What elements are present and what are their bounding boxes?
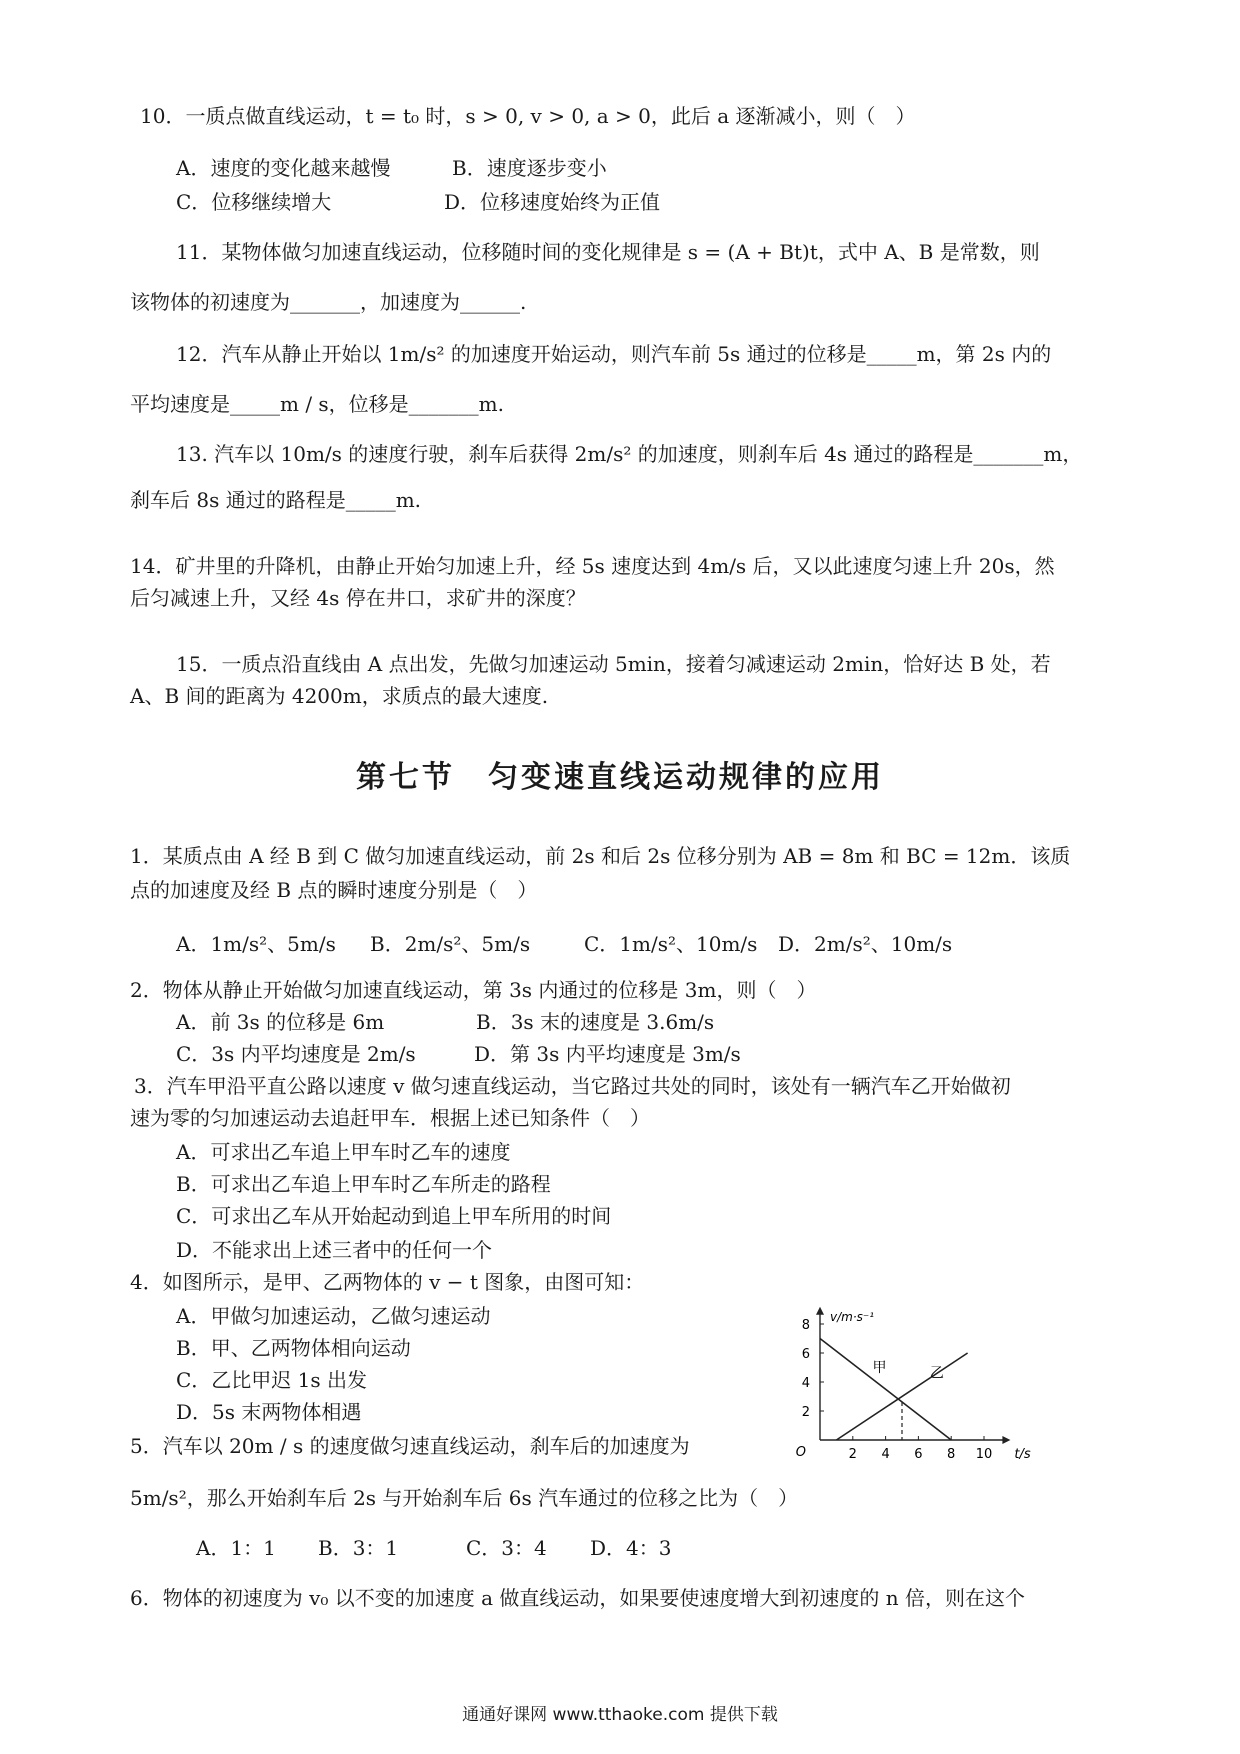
q11-line1: 11．某物体做匀加速直线运动，位移随时间的变化规律是 s = (A + Bt)t，式中 A、B 是常数，则 [176, 240, 1040, 264]
y-axis-label: v/m·s⁻¹ [830, 1309, 875, 1324]
page-footer: 通通好课网 www.tthaoke.com 提供下载 [462, 1705, 778, 1725]
y-tick-label: 2 [801, 1405, 810, 1420]
x-tick-label: 8 [947, 1447, 956, 1462]
s4-option-d: D．5s 末两物体相遇 [176, 1400, 362, 1424]
s2-option-d: D．第 3s 内平均速度是 3m/s [474, 1042, 741, 1066]
s5-option-c: C．3：4 [466, 1536, 547, 1560]
q13-line2: 刹车后 8s 通过的路程是_____m. [130, 488, 422, 512]
series-label-yi: 乙 [929, 1365, 944, 1382]
s1-option-c: C．1m/s²、10m/s [584, 932, 758, 956]
q10-option-c: C．位移继续增大 [176, 190, 332, 214]
s4-option-c: C．乙比甲迟 1s 出发 [176, 1368, 368, 1392]
s5-line1: 5．汽车以 20m / s 的速度做匀速直线运动，刹车后的加速度为 [130, 1434, 690, 1458]
q11-line2: 该物体的初速度为_______，加速度为______. [130, 290, 527, 314]
s2-option-b: B．3s 末的速度是 3.6m/s [476, 1010, 715, 1034]
s4-stem: 4．如图所示，是甲、乙两物体的 v − t 图象，由图可知： [130, 1270, 645, 1294]
q10-option-a: A．速度的变化越来越慢 [176, 156, 391, 180]
x-axis-label: t/s [1014, 1447, 1031, 1462]
q15-line2: A、B 间的距离为 4200m，求质点的最大速度. [130, 684, 549, 708]
vt-chart [780, 1290, 1080, 1470]
s3-option-d: D．不能求出上述三者中的任何一个 [176, 1238, 493, 1262]
s1-line2: 点的加速度及经 B 点的瞬时速度分别是（ ） [130, 878, 538, 902]
s3-option-c: C．可求出乙车从开始起动到追上甲车所用的时间 [176, 1204, 612, 1228]
section-title: 第七节 匀变速直线运动规律的应用 [356, 760, 884, 795]
s1-option-b: B．2m/s²、5m/s [370, 932, 531, 956]
s5-line2: 5m/s²，那么开始刹车后 2s 与开始刹车后 6s 汽车通过的位移之比为（ ） [130, 1486, 799, 1510]
q10-option-d: D．位移速度始终为正值 [444, 190, 661, 214]
origin-label: O [795, 1445, 806, 1460]
q13-line1: 13. 汽车以 10m/s 的速度行驶，刹车后获得 2m/s² 的加速度，则刹车后 4s 通过的路程是_______m， [176, 442, 1083, 466]
x-tick-label: 6 [914, 1447, 923, 1462]
s4-option-b: B．甲、乙两物体相向运动 [176, 1336, 411, 1360]
s1-line1: 1．某质点由 A 经 B 到 C 做匀加速直线运动，前 2s 和后 2s 位移分别为 AB = 8m 和 BC = 12m．该质 [130, 844, 1071, 868]
q14-line1: 14．矿井里的升降机，由静止开始匀加速上升，经 5s 速度达到 4m/s 后，又以此速度匀速上升 20s，然 [130, 554, 1055, 578]
q12-line1: 12．汽车从静止开始以 1m/s² 的加速度开始运动，则汽车前 5s 通过的位移是_____m，第 2s 内的 [176, 342, 1052, 366]
s1-option-a: A．1m/s²、5m/s [176, 932, 336, 956]
x-tick-label: 4 [881, 1447, 890, 1462]
q12-line2: 平均速度是_____m / s，位移是_______m. [130, 392, 505, 416]
s2-stem: 2．物体从静止开始做匀加速直线运动，第 3s 内通过的位移是 3m，则（ ） [130, 978, 817, 1002]
y-axis-arrow [816, 1307, 824, 1315]
series-line-1 [820, 1339, 951, 1441]
s4-option-a: A．甲做匀加速运动，乙做匀速运动 [176, 1304, 491, 1328]
q10-option-b: B．速度逐步变小 [452, 156, 607, 180]
x-axis-arrow [1002, 1436, 1010, 1444]
q10-stem: 10．一质点做直线运动，t = t₀ 时，s > 0, v > 0, a > 0，此后 a 逐渐减小，则（ ） [140, 104, 916, 128]
x-tick-label: 2 [848, 1447, 857, 1462]
y-tick-label: 6 [801, 1347, 810, 1362]
s3-line2: 速为零的匀加速运动去追赶甲车．根据上述已知条件（ ） [130, 1106, 650, 1130]
s2-option-c: C．3s 内平均速度是 2m/s [176, 1042, 416, 1066]
x-tick-label: 10 [975, 1447, 993, 1462]
q14-line2: 后匀减速上升，又经 4s 停在井口，求矿井的深度？ [130, 586, 586, 610]
s2-option-a: A．前 3s 的位移是 6m [176, 1010, 385, 1034]
s3-line1: 3．汽车甲沿平直公路以速度 v 做匀速直线运动，当它路过共处的同时，该处有一辆汽车乙开始做初 [134, 1074, 1011, 1098]
s6-line1: 6．物体的初速度为 v₀ 以不变的加速度 a 做直线运动，如果要使速度增大到初速度的 n 倍，则在这个 [130, 1586, 1025, 1610]
s1-option-d: D．2m/s²、10m/s [778, 932, 953, 956]
y-tick-label: 8 [801, 1318, 810, 1333]
q15-line1: 15．一质点沿直线由 A 点出发，先做匀加速运动 5min，接着匀减速运动 2min，恰好达 B 处，若 [176, 652, 1051, 676]
y-tick-label: 4 [801, 1376, 810, 1391]
s5-option-b: B．3：1 [318, 1536, 399, 1560]
s3-option-b: B．可求出乙车追上甲车时乙车所走的路程 [176, 1172, 551, 1196]
s3-option-a: A．可求出乙车追上甲车时乙车的速度 [176, 1140, 511, 1164]
s5-option-d: D．4：3 [590, 1536, 672, 1560]
series-label-jia: 甲 [872, 1359, 887, 1376]
s5-option-a: A．1：1 [196, 1536, 276, 1560]
